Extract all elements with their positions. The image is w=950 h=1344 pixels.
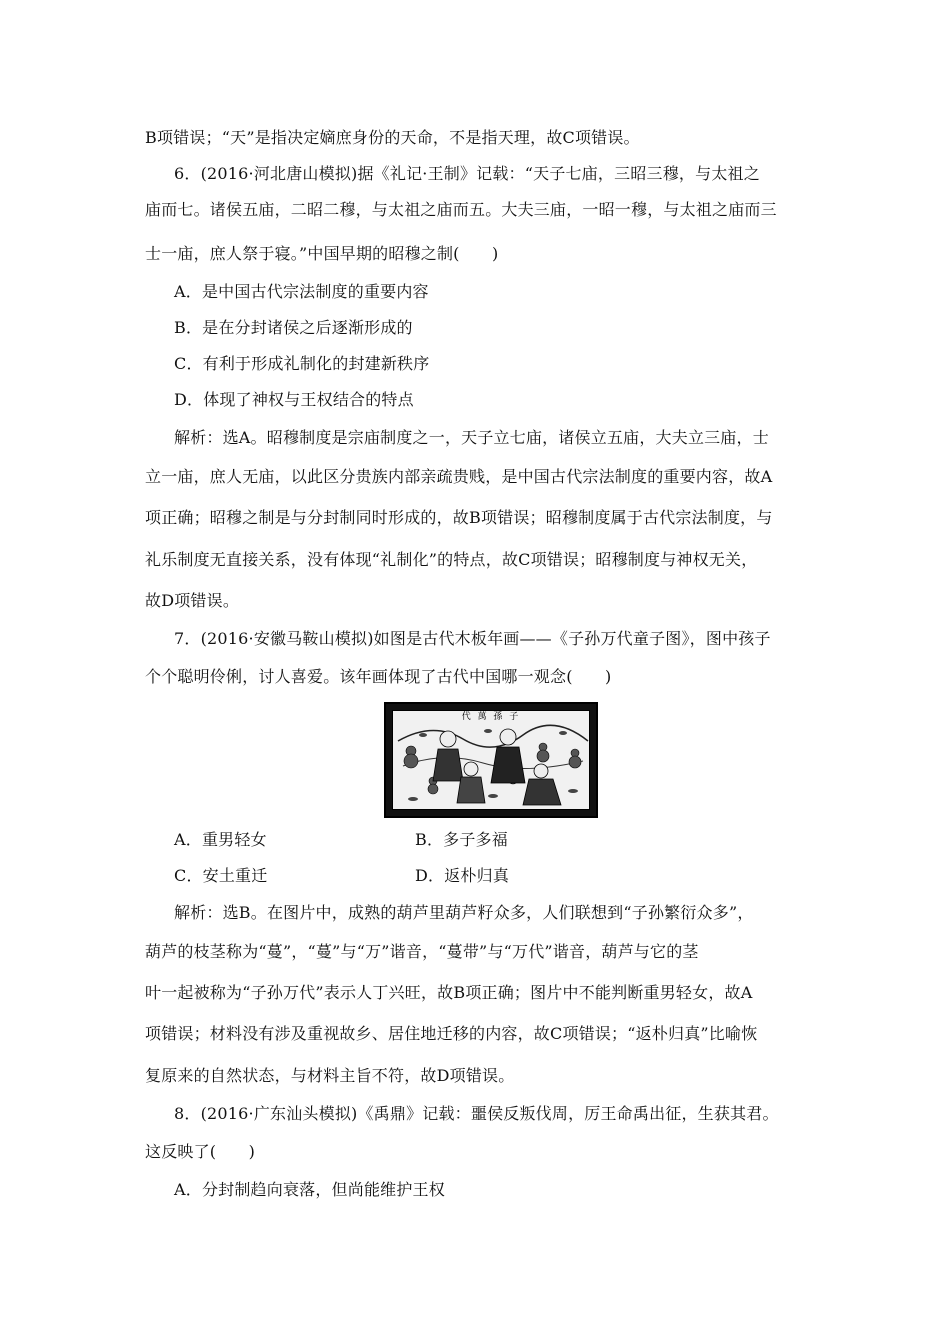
- question-7-option-d: D．返朴归真: [415, 866, 510, 885]
- question-6-analysis: 解析：选A。昭穆制度是宗庙制度之一，天子立七庙，诸侯立五庙，大夫立三庙，士: [174, 428, 769, 447]
- text-line: 故D项错误。: [145, 591, 240, 610]
- question-8-option-a: A．分封制趋向衰落，但尚能维护王权: [174, 1180, 445, 1199]
- question-8-stem: 8．(2016·广东汕头模拟)《禹鼎》记载：噩侯反叛伐周，厉王命禹出征，生获其君。: [174, 1104, 779, 1123]
- woodblock-new-year-print-image: [384, 702, 598, 818]
- question-6-stem: 6．(2016·河北唐山模拟)据《礼记·王制》记载：“天子七庙，三昭三穆，与太祖之: [174, 164, 760, 183]
- text-line: 立一庙，庶人无庙，以此区分贵族内部亲疏贵贱，是中国古代宗法制度的重要内容，故A: [145, 467, 773, 486]
- text-line: 复原来的自然状态，与材料主旨不符，故D项错误。: [145, 1066, 515, 1085]
- text-line: 庙而七。诸侯五庙，二昭二穆，与太祖之庙而五。大夫三庙，一昭一穆，与太祖之庙而三: [145, 200, 777, 219]
- text-line: 这反映了( ): [145, 1142, 256, 1161]
- text-line: B项错误；“天”是指决定嫡庶身份的天命，不是指天理，故C项错误。: [145, 128, 640, 147]
- print-frame: [392, 710, 590, 810]
- question-6-option-d: D．体现了神权与王权结合的特点: [174, 390, 414, 409]
- text-line: 个个聪明伶俐，讨人喜爱。该年画体现了古代中国哪一观念( ): [145, 667, 612, 686]
- children-gourd-illustration: [393, 711, 593, 813]
- text-line: 项正确；昭穆之制是与分封制同时形成的，故B项错误；昭穆制度属于古代宗法制度，与: [145, 508, 773, 527]
- text-line: 葫芦的枝茎称为“蔓”，“蔓”与“万”谐音，“蔓带”与“万代”谐音，葫芦与它的茎: [145, 942, 699, 961]
- text-line: 项错误；材料没有涉及重视故乡、居住地迁移的内容，故C项错误；“返朴归真”比喻恢: [145, 1024, 758, 1043]
- question-7-option-c: C．安土重迁: [174, 866, 268, 885]
- print-title: 代 萬 孫 子: [461, 712, 521, 722]
- text-line: 叶一起被称为“子孙万代”表示人丁兴旺，故B项正确；图片中不能判断重男轻女，故A: [145, 983, 753, 1002]
- text-line: 礼乐制度无直接关系，没有体现“礼制化”的特点，故C项错误；昭穆制度与神权无关，: [145, 550, 758, 569]
- question-7-analysis: 解析：选B。在图片中，成熟的葫芦里葫芦籽众多，人们联想到“子孙繁衍众多”，: [174, 903, 754, 922]
- question-7-stem: 7．(2016·安徽马鞍山模拟)如图是古代木板年画——《子孙万代童子图》，图中孩子: [174, 629, 771, 648]
- question-6-option-c: C．有利于形成礼制化的封建新秩序: [174, 354, 430, 373]
- question-7-option-a: A．重男轻女: [174, 830, 267, 849]
- text-line: 士一庙，庶人祭于寝。”中国早期的昭穆之制( ): [145, 244, 499, 263]
- question-6-option-a: A．是中国古代宗法制度的重要内容: [174, 282, 429, 301]
- question-6-option-b: B．是在分封诸侯之后逐渐形成的: [174, 318, 413, 337]
- question-7-option-b: B．多子多福: [415, 830, 508, 849]
